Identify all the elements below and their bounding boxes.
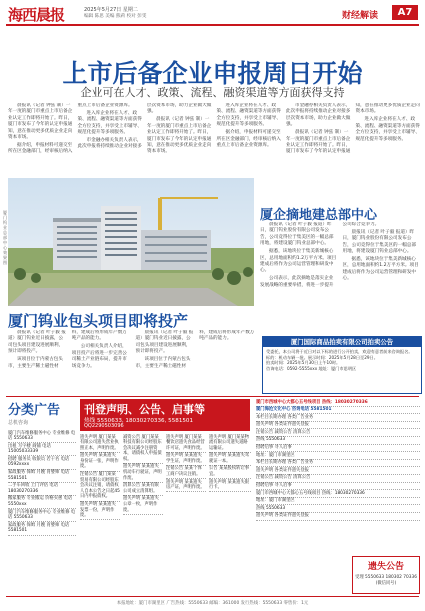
right-ad-column: [256, 399, 420, 553]
notice-column-1: [80, 434, 120, 592]
lead-paragraph: 进入库企业将在人才、政策、流程、融资渠道等方面获得全方位支持，并享受上市辅导、规范化提升等多项服务。: [77, 110, 142, 136]
notice-item: 注销公告 厦门某某贸易有限公司经股东会决议注销，请债权人自本公告之日起45日内申报债权。: [80, 472, 120, 502]
bottom-paragraph: 晨报讯（记者 叶子毅 报道）厦门钨业近日披露，公司包头项目建设进展顺利，预计即将投产。: [135, 330, 194, 355]
bottom-paragraph: 公司相关负责人介绍，项目投产后将进一步完善公司稀土产业链布局，提升市场竞争力。: [71, 344, 127, 369]
notice-item: 清算公告 某某有限公司成立清算组。: [123, 483, 163, 496]
lost-notice-box: [352, 556, 420, 594]
notice-column-3: [166, 434, 206, 592]
lead-paragraph: 据介绍，申报材料可递交至所在区金融部门，经审核后纳入重点上市后备企业资源库。: [216, 130, 281, 148]
ads-band-title: 刊登声明、公告、启事等: [84, 403, 205, 416]
classified-rule: [6, 396, 419, 397]
lost-notice-line2: (微信同号): [375, 581, 397, 586]
page-number-badge: [392, 5, 418, 20]
side-paragraph: 晨报讯（记者 叶子毅 报道）昨日，厦门钨业股份有限公司发布公告，公司竞得位于集美区的一幅总部用地，将建设厦门钨业总部中心。: [342, 229, 417, 255]
masthead-logo: 海西晨报: [8, 6, 65, 24]
classified-item: 出租 写字楼 商铺 电话 15005033339: [8, 443, 76, 456]
notice-item: 遗失声明 厦门某某物流有限公司遗失道路运输证。: [209, 434, 251, 453]
notice-item: 遗失声明 某某遗失公章一枚，声明作废。: [123, 496, 163, 515]
auction-line: 拍卖时间：2025年5月30日上午10时。: [266, 360, 341, 366]
building-photo: [8, 178, 254, 306]
right-ad-item: 本栏目长期办理 各类广告业务: [256, 414, 420, 422]
classified-item: 厦门汽车维修服务中心 专业维修 电话 5550633: [8, 509, 76, 522]
classified-item: 招聘 服务员 收银员 若干名 电话 0592xxxx: [8, 456, 76, 469]
right-ad-item: 招聘启事 寻人启事: [256, 445, 420, 453]
lead-headline: 上市后备企业申报周日开始: [62, 59, 363, 88]
right-ad-item: 地址：厦门市湖里区: [256, 498, 420, 506]
auction-notice-body: [263, 347, 421, 373]
notice-item: 遗失声明 厦门某某餐饮店遗失食品经营许可证，声明作废。: [166, 434, 206, 453]
auction-line: 受委托，本公司将于近日对以下标的进行公开拍卖，欢迎有意者前来咨询报名。: [266, 349, 413, 354]
notice-item: 遗失声明 某某遗失学生证，声明作废。: [166, 453, 206, 466]
bottom-paragraph: 该项目位于内蒙古包头市，主要生产稀土磁性材料，建成后将形成年产数万吨产品的能力。: [135, 330, 255, 369]
right-ad-item: 厦门市西城中心大都心五号线项目 热线：18030270336: [256, 490, 420, 498]
classified-title-block: [8, 399, 76, 429]
lead-paragraph: 市金融办相关负责人表示，此次申报将持续推动企业对接多层次资本市场，助力企业做大做强。: [286, 103, 351, 128]
section-label: 财经解读: [342, 11, 379, 21]
notice-item: 公告 某某股权转让事宜。: [209, 466, 251, 479]
right-ad-item: 厦门市西城中心大都心五号线项目 热线：18030270336: [256, 399, 420, 407]
classified-subtitle: 总机咨询: [8, 420, 29, 426]
notice-column-2: [123, 434, 163, 592]
side-paragraph: 据悉，该地块位于集美新城核心区，总用地面积约1.2万平方米。项目建成后将作为公司运营管理和研发中心。: [342, 257, 419, 282]
notice-column-4: [209, 434, 251, 592]
lead-paragraph: 进入库企业将在人才、政策、流程、融资渠道等方面获得全方位支持，并享受上市辅导、规范化提升等多项服务。: [216, 103, 281, 128]
masthead-rule: [6, 24, 419, 26]
side-story-headline: 厦企摘地建总部中心: [260, 208, 378, 223]
lead-paragraph: 据介绍，申报材料可递交至所在区金融部门，经审核后纳入重点上市后备企业资源库。: [8, 103, 133, 155]
notice-item: 减资公告 厦门某某科技有限公司经股东会决议减少注册资本，请债权人申报债权。: [123, 434, 163, 464]
right-ad-item: 招聘启事 寻人启事: [256, 483, 420, 491]
classified-item: 二手车回收 上门评估 电话 18030270336: [8, 483, 76, 496]
bottom-story-body: [8, 330, 258, 392]
lost-notice-line1: 受理 5550633 180302 70336: [355, 575, 417, 580]
lead-subhead: 企业可在人才、政策、流程、融资渠道等方面获得支持: [80, 86, 345, 99]
lead-paragraph: 进入库企业将在人才、政策、流程、融资渠道等方面获得全方位支持，并享受上市辅导、规范化提升等多项服务。: [355, 117, 420, 142]
lead-paragraph: 晨报讯（记者 钟弦 制）一年一度的厦门市重点上市后备企业认定工作即将开始了。昨日，厦门市发布了今年的认定申报通知，意在推动更多优质企业走向资本市场。: [8, 103, 73, 141]
bottom-paragraph: 该项目位于内蒙古包头市，主要生产稀土磁性材料，建成后将形成年产数万吨产品的能力。: [8, 330, 127, 369]
footer-text: 本报地址：厦门市湖里区 广告热线：5550633 邮编：361000 发行热线：5550633 零售价：1元: [116, 601, 309, 606]
notice-item: 遗失声明 某某遗失驾驶证一本。: [209, 453, 251, 466]
lost-notice-title: 遗失公告: [367, 562, 404, 572]
ads-band-qq: QQ2290503096: [84, 423, 124, 429]
side-story-body: [260, 222, 420, 332]
right-ad-item: 热线 5550633: [256, 505, 420, 513]
ads-band-phone: 热线 5550633, 18030270336, 5581501: [84, 418, 194, 424]
ads-band: [80, 399, 250, 431]
right-ad-item: 遗失声明 各类证件遗失登报: [256, 422, 420, 430]
masthead: [0, 0, 425, 26]
masthead-date: 2025年5月27日 星期二: [84, 7, 138, 13]
auction-line: 标的：机动车辆一批。展示时间：2025年5月28日至29日。: [266, 354, 378, 360]
classified-item: 家政服务 保姆 月嫂 育婴师 电话 5581501: [8, 522, 76, 535]
notice-item: 遗失声明 某某遗失身份证一张，声明作废。: [80, 453, 120, 472]
classified-item: 家政服务 保姆 月嫂 育婴师 电话 5581501: [8, 470, 76, 483]
notice-item: 遗失声明 某某遗失房产证，声明作废。: [166, 479, 206, 492]
classified-title: 分类广告: [8, 403, 61, 418]
right-ad-item: 本栏目长期办理 各类广告业务: [256, 460, 420, 468]
photo-caption: 厦门钨业总部中心效果图: [3, 210, 7, 265]
right-ad-item: 地址：厦门市湖里区: [256, 452, 420, 460]
masthead-editors: 编辑 陈思 美编 熊莉 校对 彭雯: [84, 14, 147, 19]
right-ad-item: 注销公告 减资公告 清算公告: [256, 429, 420, 437]
right-ad-item: 注销公告 减资公告 清算公告: [256, 475, 420, 483]
page-number: A7: [397, 7, 413, 18]
notice-item: 遗失声明 某某遗失机动车行驶证，声明作废。: [123, 464, 163, 483]
right-ad-item: 遗失声明 各类证件遗失登报: [256, 513, 420, 521]
classified-item: 搬家服务 专业搬运 价格实惠 电话 5550xxx: [8, 496, 76, 509]
lead-paragraph: 市金融办相关负责人表示，此次申报将持续推动企业对接多层次资本市场，助力企业做大做强。: [77, 103, 212, 150]
bottom-paragraph: 晨报讯（记者 叶子毅 报道）厦门钨业近日披露，公司包头项目建设进展顺利，预计即将投产。: [8, 330, 66, 355]
right-ad-item: 遗失声明 各类证件遗失登报: [256, 467, 420, 475]
notice-item: 遗失声明 厦门某某有限公司遗失营业执照正本，声明作废。: [80, 434, 120, 453]
auction-line: 咨询电话：0592-5555xxx 地址：厦门市思明区: [266, 365, 357, 371]
auction-notice: [262, 336, 422, 394]
footer-rule: [6, 596, 419, 597]
notice-item: 遗失声明 某某遗失银行卡。: [209, 479, 251, 492]
notice-item: 遗失声明 某某遗失发票一份，声明作废。: [80, 502, 120, 521]
classified-item: 厦门汽车维修服务中心 专业维修 电话 5550633: [8, 430, 76, 443]
lead-paragraph: 晨报讯（记者 钟弦 制）一年一度的厦门市重点上市后备企业认定工作即将开始了。昨日，厦门市发布了今年的认定申报通知，意在推动更多优质企业走向资本市场。: [147, 117, 212, 155]
side-paragraph: 据悉，该地块位于集美新城核心区，总用地面积约1.2万平方米。项目建成后将作为公司运营管理和研发中心。: [260, 249, 337, 274]
side-paragraph: 公司表示，此次摘地是落实企业发展战略的重要举措，将进一步提升公司综合竞争力。: [260, 222, 380, 288]
side-paragraph: 晨报讯（记者 叶子毅 报道）昨日，厦门钨业股份有限公司发布公告，公司竞得位于集美区的一幅总部用地，将建设厦门钨业总部中心。: [260, 222, 334, 247]
lead-paragraph: 晨报讯（记者 钟弦 制）一年一度的厦门市重点上市后备企业认定工作即将开始了。昨日，厦门市发布了今年的认定申报通知，意在推动更多优质企业走向资本市场。: [286, 103, 420, 155]
right-ad-item: 厦门海沧文化中心 咨询电话 5581501: [256, 407, 420, 415]
auction-notice-band: 厦门国际商品拍卖有限公司拍卖公告: [263, 337, 421, 347]
bottom-story-headline: 厦门钨业包头项目即将投产: [8, 312, 189, 330]
notice-item: 注销公告 某某个体工商户决议注销。: [166, 466, 206, 479]
classified-list: [8, 430, 76, 592]
right-ad-item: 热线 5550633: [256, 437, 420, 445]
